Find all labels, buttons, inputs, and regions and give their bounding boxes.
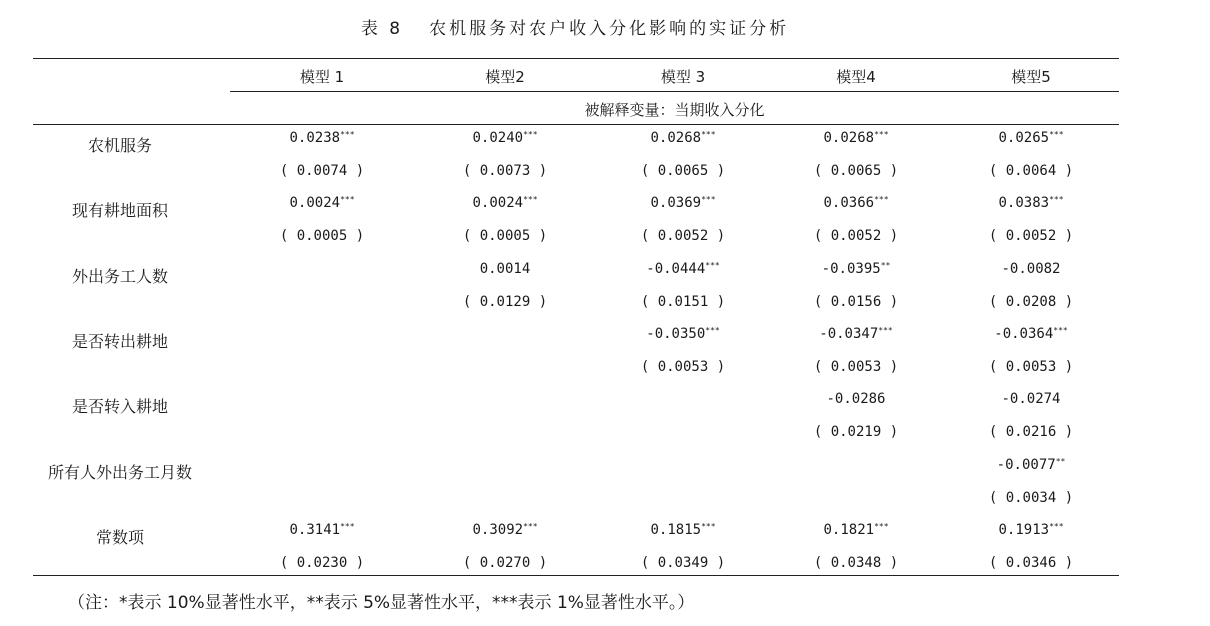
standard-error-cell: ( 0.0219 ): [813, 424, 899, 441]
coefficient-cell: [776, 391, 936, 407]
standard-error-cell: ( 0.0216 ): [988, 424, 1074, 441]
table-title: [0, 14, 1150, 39]
column-header: 模型2: [485, 68, 525, 86]
significance-stars: **: [1055, 456, 1066, 466]
standard-error-cell: ( 0.0064 ): [988, 163, 1074, 179]
coefficient-cell: [603, 195, 763, 211]
standard-error-cell: ( 0.0349 ): [640, 554, 726, 571]
coefficient-cell: [603, 130, 763, 146]
row-label: 常数项: [95, 527, 144, 547]
coefficient-value: 0.0024: [289, 195, 341, 212]
subheader-rule: [33, 124, 1119, 125]
standard-error-cell: ( 0.0230 ): [279, 554, 365, 571]
significance-stars: ***: [874, 130, 889, 139]
significance-stars: ***: [523, 521, 538, 531]
coefficient-cell: [242, 522, 402, 538]
table-number: 表 8: [360, 19, 404, 39]
coefficient-cell: [776, 130, 936, 146]
coefficient-value: 0.0238: [289, 130, 341, 146]
standard-error-cell: ( 0.0005 ): [462, 228, 548, 245]
row-label: 所有人外出务工月数: [47, 462, 192, 482]
coefficient-cell: [242, 195, 402, 211]
standard-error-cell: ( 0.0346 ): [988, 554, 1074, 571]
standard-error-cell: ( 0.0074 ): [279, 163, 365, 179]
standard-error-cell: ( 0.0053 ): [988, 358, 1074, 375]
coefficient-value: -0.0364: [994, 325, 1054, 342]
row-label: 农机服务: [87, 136, 152, 155]
standard-error-cell: ( 0.0156 ): [813, 293, 899, 310]
significance-stars: ***: [705, 325, 720, 335]
standard-error-cell: ( 0.0053 ): [640, 358, 726, 375]
standard-error-cell: ( 0.0005 ): [279, 228, 365, 245]
coefficient-cell: [776, 326, 936, 342]
coefficient-cell: [951, 391, 1111, 407]
significance-stars: ***: [874, 521, 889, 531]
coefficient-value: -0.0347: [819, 325, 879, 342]
significance-stars: **: [880, 260, 891, 270]
coefficient-value: 0.3092: [472, 521, 524, 538]
row-label: 现有耕地面积: [71, 201, 168, 221]
coefficient-cell: [425, 195, 585, 211]
standard-error-cell: ( 0.0270 ): [462, 554, 548, 571]
coefficient-cell: [951, 522, 1111, 538]
column-header: 模型 3: [660, 68, 706, 86]
row-label: 是否转入耕地: [71, 397, 168, 417]
coefficient-value: 0.0014: [479, 260, 531, 277]
significance-stars: ***: [701, 195, 716, 205]
coefficient-cell: [425, 130, 585, 146]
significance-stars: ***: [340, 130, 355, 139]
standard-error-cell: ( 0.0052 ): [988, 228, 1074, 245]
standard-error-cell: ( 0.0053 ): [813, 358, 899, 375]
standard-error-cell: ( 0.0348 ): [813, 554, 899, 571]
coefficient-cell: [603, 326, 763, 342]
coefficient-value: 0.0265: [998, 130, 1050, 146]
table-note: （注：*表示 10%显著性水平，**表示 5%显著性水平，***表示 1%显著性水平。）: [68, 593, 695, 613]
coefficient-value: 0.1913: [998, 521, 1050, 538]
coefficient-cell: [951, 326, 1111, 342]
significance-stars: ***: [523, 195, 538, 205]
standard-error-cell: ( 0.0034 ): [988, 489, 1074, 506]
standard-error-cell: ( 0.0065 ): [640, 163, 726, 179]
column-header: 模型5: [1011, 68, 1051, 86]
significance-stars: ***: [874, 195, 889, 205]
bottom-rule: [33, 575, 1119, 576]
coefficient-cell: [776, 195, 936, 211]
top-rule: [33, 58, 1119, 59]
header-rule: [230, 91, 1119, 92]
coefficient-cell: [425, 261, 585, 277]
coefficient-value: -0.0082: [1001, 260, 1061, 277]
column-header: 模型 1: [299, 68, 345, 86]
standard-error-cell: ( 0.0208 ): [988, 293, 1074, 310]
significance-stars: ***: [701, 521, 716, 531]
dependent-variable-label: 被解释变量：当期收入分化: [584, 101, 765, 119]
coefficient-value: 0.1821: [823, 521, 875, 538]
coefficient-value: -0.0444: [646, 260, 706, 277]
coefficient-cell: [951, 195, 1111, 211]
table-caption: 农机服务对农户收入分化影响的实证分析: [429, 19, 790, 39]
significance-stars: ***: [340, 195, 355, 205]
standard-error-cell: ( 0.0052 ): [640, 228, 726, 245]
coefficient-value: -0.0286: [826, 391, 886, 408]
coefficient-value: -0.0077: [996, 456, 1056, 473]
coefficient-value: 0.1815: [650, 521, 702, 538]
coefficient-cell: [425, 522, 585, 538]
coefficient-value: 0.3141: [289, 521, 341, 538]
coefficient-value: 0.0024: [472, 195, 524, 212]
coefficient-cell: [951, 130, 1111, 146]
coefficient-cell: [951, 261, 1111, 277]
column-header: 模型4: [836, 68, 876, 86]
coefficient-value: 0.0366: [823, 195, 875, 212]
coefficient-cell: [603, 522, 763, 538]
coefficient-value: 0.0383: [998, 195, 1050, 212]
significance-stars: ***: [878, 325, 893, 335]
standard-error-cell: ( 0.0073 ): [462, 163, 548, 179]
significance-stars: ***: [523, 130, 538, 139]
coefficient-value: 0.0268: [823, 130, 875, 146]
standard-error-cell: ( 0.0129 ): [462, 293, 548, 310]
coefficient-value: -0.0350: [646, 325, 706, 342]
coefficient-cell: [242, 130, 402, 146]
coefficient-value: -0.0274: [1001, 391, 1061, 408]
coefficient-value: 0.0268: [650, 130, 702, 146]
significance-stars: ***: [705, 260, 720, 270]
row-label: 外出务工人数: [71, 266, 168, 286]
standard-error-cell: ( 0.0151 ): [640, 293, 726, 310]
standard-error-cell: ( 0.0052 ): [813, 228, 899, 245]
coefficient-cell: [603, 261, 763, 277]
row-label: 是否转出耕地: [71, 331, 168, 351]
significance-stars: ***: [1049, 521, 1064, 531]
coefficient-cell: [951, 457, 1111, 473]
coefficient-cell: [776, 522, 936, 538]
coefficient-value: 0.0240: [472, 130, 524, 146]
coefficient-value: 0.0369: [650, 195, 702, 212]
significance-stars: ***: [1049, 195, 1064, 205]
significance-stars: ***: [1049, 130, 1064, 139]
coefficient-value: -0.0395: [821, 260, 881, 277]
coefficient-cell: [776, 261, 936, 277]
significance-stars: ***: [340, 521, 355, 531]
significance-stars: ***: [1053, 325, 1068, 335]
standard-error-cell: ( 0.0065 ): [813, 163, 899, 179]
significance-stars: ***: [701, 130, 716, 139]
